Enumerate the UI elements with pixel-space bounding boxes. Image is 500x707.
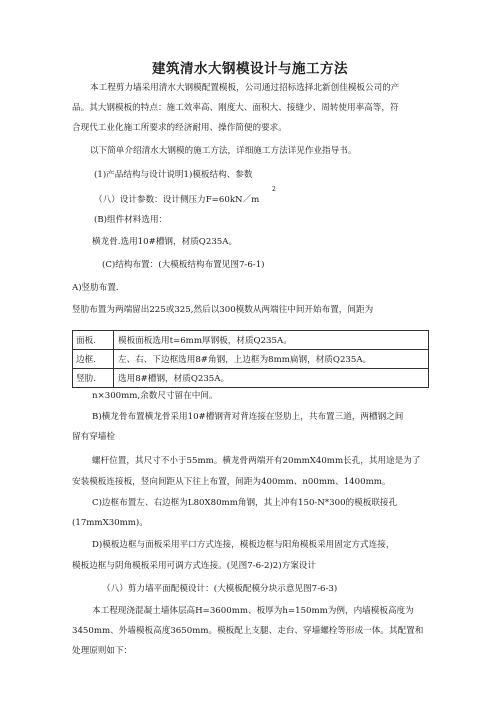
table-cell: 左、右、下边框选用8#角钢，上边框为8mm扁钢，材质Q235A。: [114, 350, 429, 369]
paragraph-line: 本工程现浇混凝土墙体层高H=3600mm、板厚为h=150mm为例，内墙模板高度为: [92, 606, 414, 616]
paragraph-line: A)竖肋布置.: [72, 283, 119, 293]
heading-line: (1)产品结构与设计说明1)模板结构、参数: [94, 170, 253, 180]
table-row: [73, 350, 429, 369]
paragraph-line: 处理原则如下：: [72, 646, 133, 656]
paragraph-line: 螺杆位置，其尺寸不小于55mm。横龙骨两端开有20mmX40mm长孔，其用途是为了: [92, 456, 421, 466]
spec-table: [72, 330, 429, 388]
paragraph-line: (B)组件材料选用：: [94, 215, 168, 225]
table-cell: 模板面板选用t=6mm厚钢板，材质Q235A。: [114, 331, 429, 350]
paragraph-line: （八）剪力墙平面配模设计：(大模板配模分块示意见图7-6-3): [102, 584, 338, 594]
paragraph-line: (17mmX30mm)。: [72, 518, 148, 528]
paragraph-line: (C)结构布置：(大模板结构布置见图7-6-1): [102, 260, 265, 270]
paragraph-line: n×300mm,余数尺寸留在中间。: [92, 391, 218, 401]
document-title: 建筑清水大钢模设计与施工方法: [152, 61, 348, 77]
table-cell: 选用8#槽钢，材质Q235A。: [114, 369, 429, 388]
paragraph-line: 品。其大钢模板的特点：施工效率高、刚度大、面积大、接缝少、周转使用率高等，符: [72, 103, 399, 113]
paragraph-line: 横龙骨.选用10#槽钢，材质Q235A。: [92, 237, 238, 247]
table-cell: 竖肋.: [73, 369, 114, 388]
table-cell: 边框.: [73, 350, 114, 369]
table-row: [73, 331, 429, 350]
paragraph-line: D)模板边框与面板采用平口方式连接，模板边框与阳角模板采用固定方式连接，: [92, 540, 395, 550]
superscript: 2: [272, 186, 276, 193]
table-cell: 面板.: [73, 331, 114, 350]
paragraph-line: 模板边框与阴角模板采用可调方式连接。(见图7-6-2)2)方案设计: [72, 561, 316, 571]
paragraph-line: 合现代工业化施工所要求的经济耐用、操作简便的要求。: [72, 123, 287, 133]
paragraph-line: 3450mm、外墙模板高度3650mm。模板配上支腿、走台、穿墙螺栓等形成一体。其配置和: [72, 626, 424, 636]
paragraph-line: 留有穿墙栓: [72, 432, 115, 442]
paragraph-line: （八）设计参数：设计侧压力F=60kN／m: [94, 195, 260, 205]
table-row: [73, 369, 429, 388]
paragraph-line: 以下简单介绍清水大钢模的施工方法，详细施工方法详见作业指导书。: [90, 146, 357, 156]
paragraph-line: 竖肋布置为两端留出225或325,然后以300模数从两端往中间开始布置，间距为: [72, 305, 374, 315]
paragraph-line: 本工程剪力墙采用清水大钢模配置模板，公司通过招标选择北新创佳模板公司的产: [90, 83, 400, 93]
paragraph-line: 安装模板连接板，竖向间距从下往上布置，间距为400mm、n00mm、1400mm。: [72, 477, 391, 487]
paragraph-line: B)横龙骨布置横龙骨采用10#槽钢背对背连接在竖肋上，共布置三道，两槽钢之间: [92, 412, 404, 422]
paragraph-line: C)边框布置左、右边框为L80X80mm角钢，其上冲有150-N*300的模板联接孔: [92, 498, 398, 508]
